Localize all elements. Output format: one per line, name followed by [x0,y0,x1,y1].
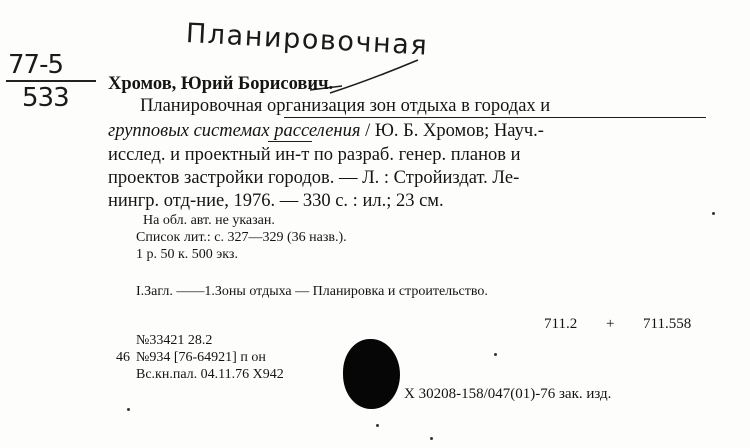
classification-right: 711.558 [643,316,692,332]
note-author: На обл. авт. не указан. [143,213,275,228]
title-line-2-italic: групповых системах расселения [108,121,361,141]
speck [376,424,379,427]
body-line-4: проектов застройки городов. — Л. : Стройиздат. Ле- [108,168,520,188]
subject-tracing: I.Загл. ——1.Зоны отдыха — Планировка и строительство. [136,284,488,299]
registry-line-3: Вс.кн.пал. 04.11.76 Х942 [136,367,284,382]
note-bibliography: Список лит.: с. 327—329 (36 назв.). [136,230,347,245]
note-price: 1 р. 50 к. 500 экз. [136,247,238,262]
body-line-5: нингр. отд-ние, 1976. — 330 с. : ил.; 23 см. [108,191,444,211]
speck [127,408,130,411]
speck [712,212,715,215]
author-heading: Хромов, Юрий Борисович. [108,74,334,94]
title-underline-1 [284,117,706,118]
punch-hole [343,339,400,409]
body-line-3: исслед. и проектный ин-т по разраб. генер. планов и [108,145,521,165]
shelf-mark-bottom: 533 [22,83,69,113]
speck [430,437,433,440]
speck [494,353,497,356]
registry-line-2-number: 46 [116,350,130,365]
title-line-2 [108,121,544,142]
shelf-mark-top: 77-5 [8,50,64,80]
title-line-2-rest: / Ю. Б. Хромов; Науч.- [360,121,544,141]
registry-line-2: №934 [76-64921] п он [136,350,266,365]
registry-line-1: №33421 28.2 [136,333,213,348]
isbn-line: Х 30208-158/047(01)-76 зак. изд. [404,386,612,402]
title-line-1: Планировочная организация зон отдыха в городах и [140,96,551,116]
classification-left: 711.2 [544,316,578,332]
classification-plus: + [606,316,615,332]
handwritten-title: Планировочная [185,18,430,62]
title-underline-2 [268,141,312,142]
